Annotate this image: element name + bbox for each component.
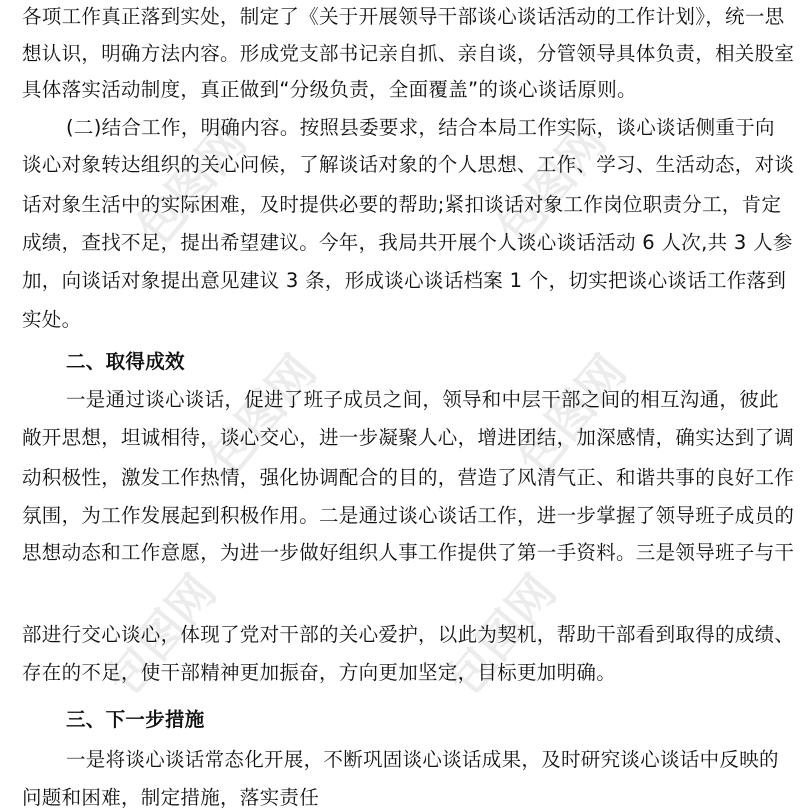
paragraph-line: 想认识，明确方法内容。形成党支部书记亲自抓、亲自谈，分管领导具体负责，相关股室 [22, 42, 795, 65]
paragraph-line: 具体落实活动制度，真正做到“分级负责，全面覆盖”的谈心谈话原则。 [22, 78, 637, 101]
watermark: 包图网 [126, 114, 257, 256]
watermark: 包图网 [436, 564, 567, 706]
section-heading-next-steps: 三、下一步措施 [66, 708, 205, 731]
paragraph-line: (二)结合工作，明确内容。按照县委要求，结合本局工作实际，谈心谈话侧重于向 [66, 116, 775, 139]
paragraph-line: 一是通过谈心谈话，促进了班子成员之间，领导和中层干部之间的相互沟通，彼此 [66, 388, 779, 411]
paragraph-line: 一是将谈心谈话常态化开展，不断巩固谈心谈话成果，及时研究谈心谈话中反映的 [66, 748, 779, 771]
paragraph-line: 动积极性，激发工作热情，强化协调配合的目的，营造了风清气正、和谐共事的良好工作 [22, 466, 795, 489]
paragraph-line: 加，向谈话对象提出意见建议 3 条，形成谈心谈话档案 1 个，切实把谈心谈话工作落到 [22, 269, 787, 292]
paragraph-line: 话对象生活中的实际困难，及时提供必要的帮助;紧扣谈话对象工作岗位职责分工，肯定 [22, 193, 782, 216]
watermark: 包图网 [486, 114, 617, 256]
paragraph-line: 各项工作真正落到实处，制定了《关于开展领导干部谈心谈话活动的工作计划》，统一思 [22, 5, 785, 28]
paragraph-line: 思想动态和工作意愿，为进一步做好组织人事工作提供了第一手资料。三是领导班子与干 [22, 541, 795, 564]
paragraph-line: 谈心对象转达组织的关心问候，了解谈话对象的个人思想、工作、学习、生活动态，对谈 [22, 153, 795, 176]
paragraph-line: 存在的不足，使干部精神更加振奋，方向更加坚定，目标更加明确。 [22, 661, 617, 684]
paragraph-line: 部进行交心谈心，体现了党对干部的关心爱护，以此为契机，帮助干部看到取得的成绩、 [22, 623, 795, 646]
section-heading-results: 二、取得成效 [66, 350, 185, 373]
watermark: 包图网 [506, 344, 637, 486]
paragraph-line: 成绩，查找不足，提出希望建议。今年，我局共开展个人谈心谈话活动 6 人次,共 3 人参 [22, 231, 793, 254]
paragraph-line: 问题和困难，制定措施，落实责任 [22, 786, 320, 809]
paragraph-line: 实处。 [22, 308, 82, 331]
paragraph-line: 敞开思想，坦诚相待，谈心交心，进一步凝聚人心，增进团结，加深感情，确实达到了调 [22, 426, 795, 449]
watermark: 包图网 [196, 344, 327, 486]
watermark: 包图网 [96, 564, 227, 706]
paragraph-line: 氛围，为工作发展起到积极作用。二是通过谈心谈话工作，进一步掌握了领导班子成员的 [22, 504, 795, 527]
